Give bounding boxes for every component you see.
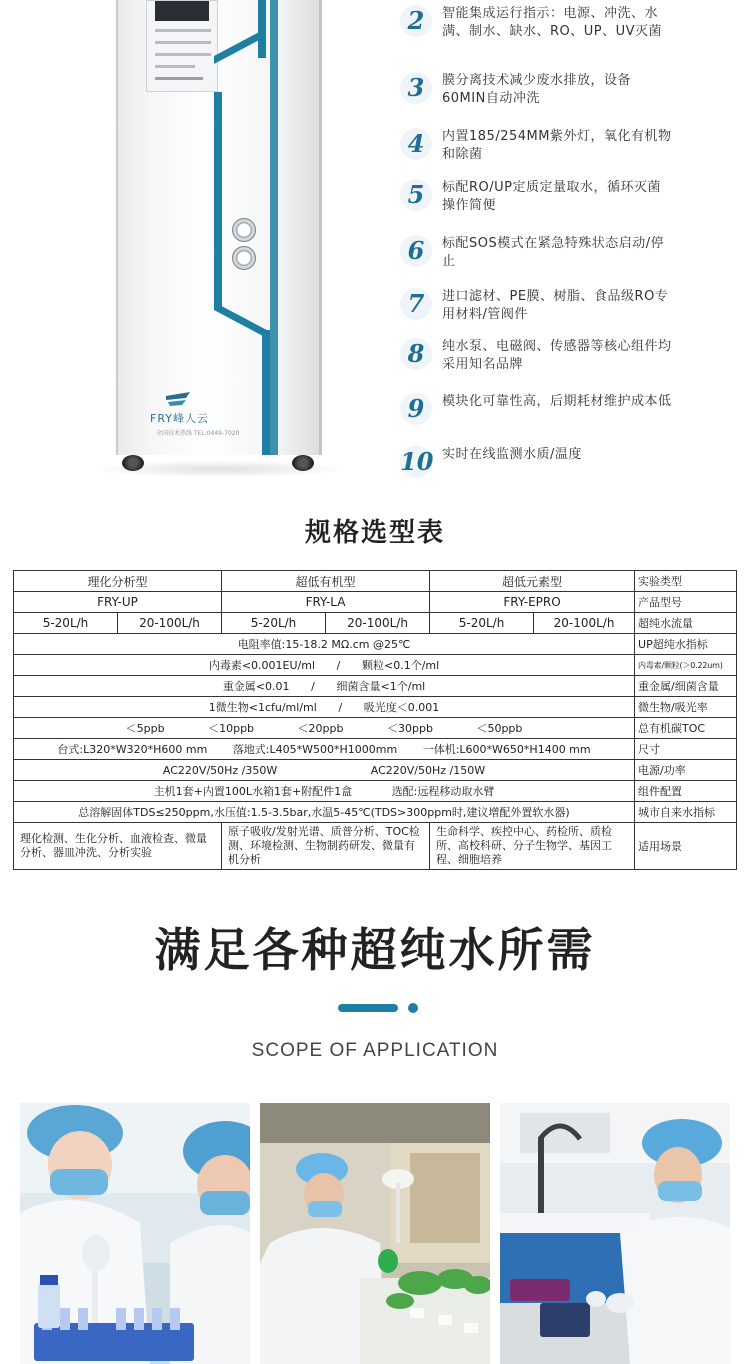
row-label: 组件配置: [635, 781, 737, 802]
size-value: 一体机:L600*W650*H1400 mm: [422, 743, 591, 756]
table-row: [14, 718, 737, 739]
feature-text: 纯水泵、电磁阀、传感器等核心组件均采用知名品牌: [442, 339, 672, 372]
flow-cell: 5-20L/h: [430, 613, 534, 634]
separator: /: [336, 659, 341, 672]
brand-logo-text: FRY峰人云: [150, 412, 209, 425]
usage-cell: 生命科学、疾控中心、药检所、质检所、高校科研、分子生物学、基因工程、细胞培养: [430, 823, 635, 870]
table-row: [14, 802, 737, 823]
table-row: [14, 697, 737, 718]
application-photo-plant-lab: [260, 1103, 490, 1364]
power-cell: [14, 760, 635, 781]
config-value: 主机1套+内置100L水箱1套+附配件1盒: [153, 785, 353, 798]
model-cell: FRY-UP: [14, 592, 222, 613]
row-label: 重金属/细菌含量: [635, 676, 737, 697]
decor-dot: [408, 1003, 418, 1013]
table-row: [14, 592, 737, 613]
usage-cell: 原子吸收/发射光谱、质普分析、TOC检测、环境检测、生物制药研发、微量有机分析: [222, 823, 430, 870]
particle-value: 颗粒<0.1个/ml: [362, 659, 440, 672]
feature-number: 8: [400, 338, 432, 370]
row-label: 产品型号: [635, 592, 737, 613]
feature-text: 进口滤材、PE膜、树脂、食品级RO专用材料/管阀件: [442, 289, 669, 322]
config-cell: [14, 781, 635, 802]
photo-water-dispenser-illustration: [500, 1103, 730, 1364]
metal-cell: [14, 676, 635, 697]
panel-row: [155, 41, 211, 44]
pressure-gauge-icon: [232, 218, 256, 242]
feature-number: 6: [400, 235, 432, 267]
feature-number: 7: [400, 288, 432, 320]
feature-number: 10: [400, 447, 434, 476]
feature-text: 模块化可靠性高，后期耗材维护成本低: [442, 394, 672, 409]
flow-cell: 20-100L/h: [118, 613, 222, 634]
toc-cell: [14, 718, 635, 739]
panel-row: [155, 29, 211, 32]
metal-value: 重金属<0.01: [222, 680, 290, 693]
feature-text: 标配SOS模式在紧急特殊状态启动/停止: [442, 236, 665, 269]
table-row: [14, 634, 737, 655]
water-purifier-machine-image: [112, 0, 332, 468]
blue-trim: [262, 330, 270, 455]
model-cell: FRY-LA: [222, 592, 430, 613]
row-label: 内毒素/颗粒(＞0.22um): [635, 655, 737, 676]
table-row: [14, 613, 737, 634]
spec-table-title: 规格选型表: [304, 518, 445, 548]
application-photo-water-dispenser: [500, 1103, 730, 1364]
cabinet-body: [116, 0, 322, 455]
product-section: [0, 0, 750, 490]
resistivity-cell: 电阻率值:15-18.2 MΩ.cm @25℃: [14, 634, 635, 655]
flow-cell: 5-20L/h: [14, 613, 118, 634]
feature-number: 3: [400, 72, 432, 104]
type-cell: 超低元素型: [430, 571, 635, 592]
display-screen: [155, 1, 209, 21]
table-row: [14, 739, 737, 760]
config-optional: 选配:远程移动取水臂: [391, 785, 495, 798]
feature-number: 2: [400, 5, 432, 37]
photo-plant-lab-illustration: [260, 1103, 490, 1364]
application-photo-lab-analysis: [20, 1103, 250, 1364]
decor-dash: [338, 1004, 398, 1012]
table-row: [14, 571, 737, 592]
row-label: 微生物/吸光率: [635, 697, 737, 718]
row-label: 总有机碳TOC: [635, 718, 737, 739]
feature-text: 内置185/254MM紫外灯，氧化有机物和除菌: [442, 129, 672, 162]
endotoxin-cell: [14, 655, 635, 676]
caster-wheel-icon: [292, 455, 314, 471]
feature-text: 智能集成运行指示：电源、冲洗、水满、制水、缺水、RO、UP、UV灭菌: [442, 6, 663, 39]
toc-value: ＜10ppb: [208, 722, 255, 735]
endotoxin-value: 内毒素<0.001EU/ml: [208, 659, 316, 672]
row-label: UP超纯水指标: [635, 634, 737, 655]
row-label: 实验类型: [635, 571, 737, 592]
usage-cell: 理化检测、生化分析、血液检查、微量分析、器皿冲洗、分析实验: [14, 823, 222, 870]
table-row: [14, 760, 737, 781]
spec-table: [13, 570, 737, 870]
size-cell: [14, 739, 635, 760]
tap-water-cell: 总溶解固体TDS≤250ppm,水压值:1.5-3.5bar,水温5-45℃(TDS>300ppm时,建议增配外置软水器): [14, 802, 635, 823]
application-subtitle: SCOPE OF APPLICATION: [251, 1040, 499, 1061]
row-label: 适用场景: [635, 823, 737, 870]
size-value: 落地式:L405*W500*H1000mm: [232, 743, 398, 756]
power-value: AC220V/50Hz /150W: [370, 763, 486, 777]
microbe-value: 1微生物<1cfu/ml/ml: [208, 701, 317, 714]
bacteria-value: 细菌含量<1个/ml: [336, 680, 426, 693]
separator: /: [338, 701, 343, 714]
row-label: 超纯水流量: [635, 613, 737, 634]
toc-value: ＜20ppb: [297, 722, 344, 735]
separator: /: [311, 680, 315, 693]
absorbance-value: 吸光度＜0.001: [363, 701, 440, 714]
row-label: 城市自来水指标: [635, 802, 737, 823]
blue-trim: [270, 0, 278, 455]
table-row: [14, 676, 737, 697]
micro-cell: [14, 697, 635, 718]
table-row: [14, 655, 737, 676]
feature-text: 标配RO/UP定质定量取水，循环灭菌操作简便: [442, 180, 661, 213]
application-title: 满足各种超纯水所需: [154, 923, 596, 977]
feature-number: 5: [400, 179, 432, 211]
type-cell: 理化分析型: [14, 571, 222, 592]
toc-value: ＜5ppb: [125, 722, 165, 735]
panel-row: [155, 65, 195, 68]
feature-text: 实时在线监测水质/温度: [442, 447, 582, 462]
pressure-gauge-icon: [232, 246, 256, 270]
panel-row: [155, 53, 211, 56]
table-row: [14, 781, 737, 802]
model-cell: FRY-EPRO: [430, 592, 635, 613]
toc-value: ＜30ppb: [387, 722, 433, 735]
table-row: [14, 823, 737, 870]
photo-lab-analysis-illustration: [20, 1103, 250, 1364]
power-value: AC220V/50Hz /350W: [162, 763, 278, 777]
brand-hotline: 全国技术热线 TEL:0449-7020: [156, 430, 240, 437]
row-label: 电源/功率: [635, 760, 737, 781]
toc-value: ＜50ppb: [476, 722, 523, 735]
caster-wheel-icon: [122, 455, 144, 471]
control-panel: [146, 0, 218, 92]
feature-number: 4: [400, 128, 432, 160]
row-label: 尺寸: [635, 739, 737, 760]
flow-cell: 20-100L/h: [326, 613, 430, 634]
blue-trim: [214, 92, 222, 310]
size-value: 台式:L320*W320*H600 mm: [57, 743, 208, 756]
type-cell: 超低有机型: [222, 571, 430, 592]
flow-cell: 20-100L/h: [534, 613, 635, 634]
feature-number: 9: [400, 393, 432, 425]
feature-text: 膜分离技术减少废水排放，设备60MIN自动冲洗: [442, 73, 632, 106]
flow-cell: 5-20L/h: [222, 613, 326, 634]
panel-row: [155, 77, 203, 80]
